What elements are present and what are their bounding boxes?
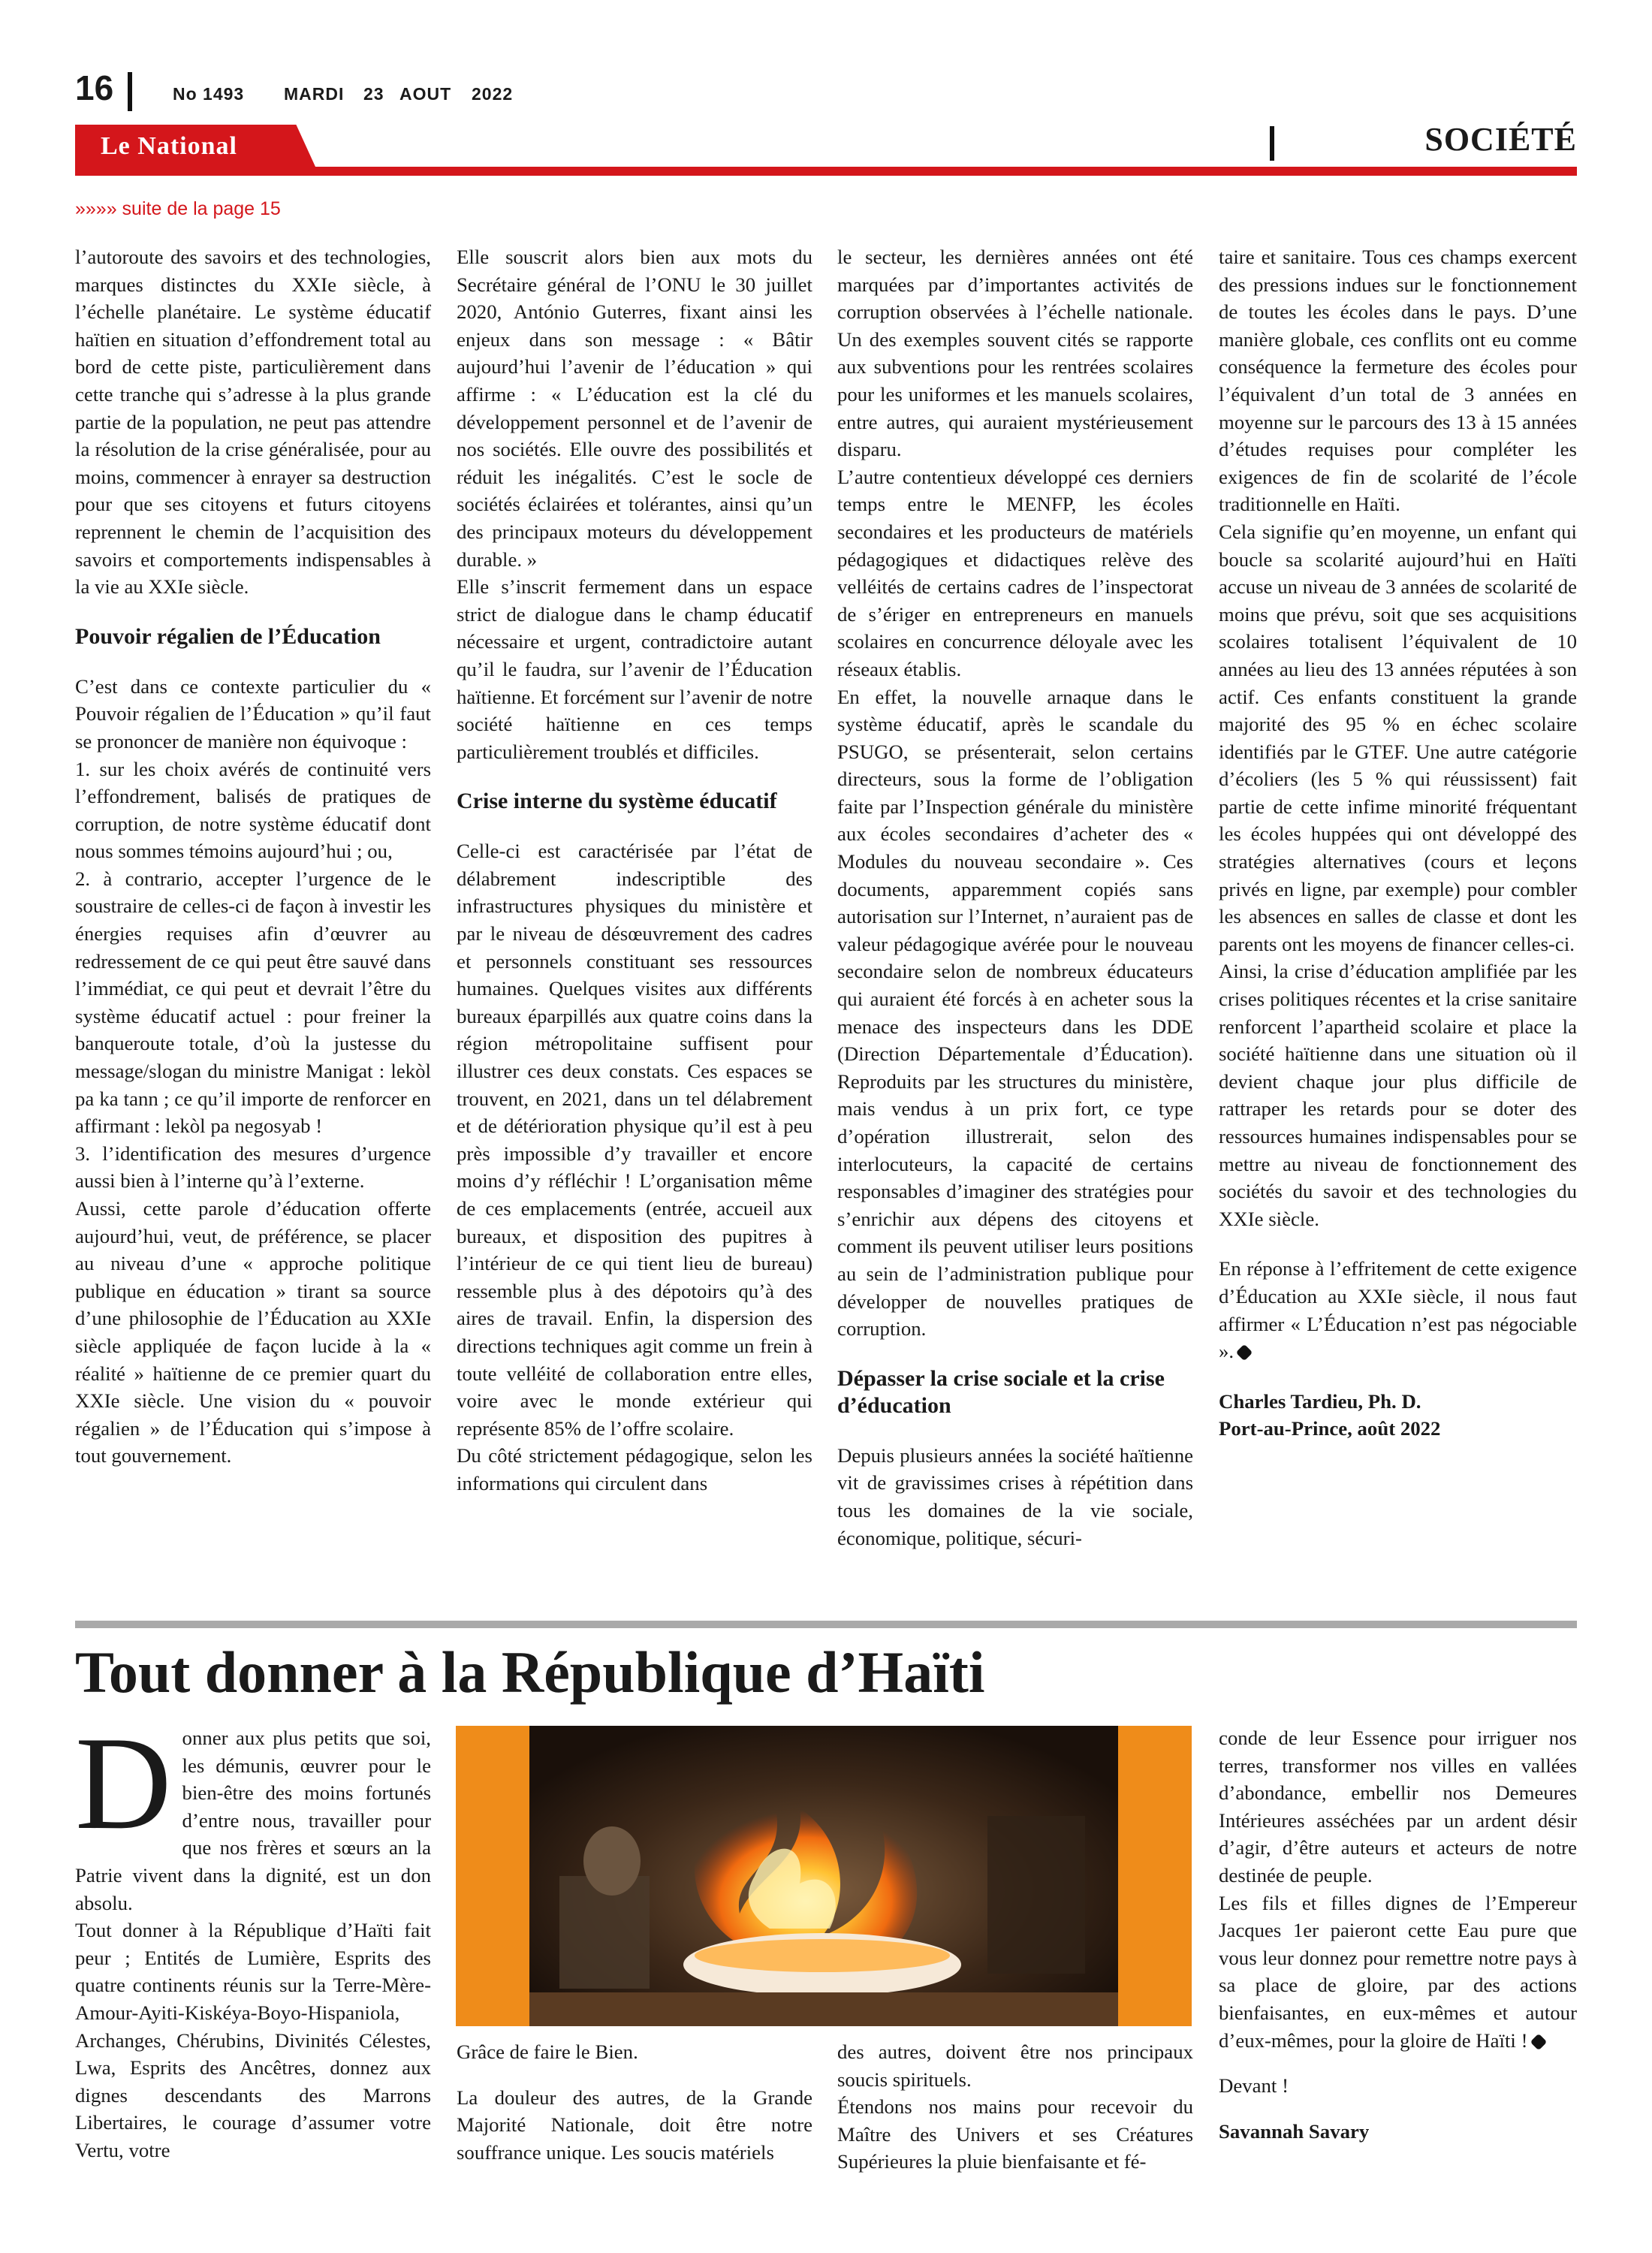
issue-month: AOUT: [399, 84, 452, 104]
closing-exclamation: Devant !: [1219, 2074, 1289, 2098]
paragraph: Du côté strictement pédagogique, selon les informations qui circulent dans: [457, 1444, 812, 1494]
paragraph: Cela signifie qu’en moyenne, un enfant qui boucle sa scolarité aujourd’hui en Haïti accuse un niveau de 3 années de scolarité de moins que prévu, soit que ses acquisitions scolaires totalisent l’équivalent de 10 années au lieu des 13 années réputées à son actif. Ces enfants constituent la grande majorité des 95 % en échec scolaire identifiés par le GTEF. Une autre catégorie d’écoliers (les 5 % qui réussissent) fait partie de cette infime minorité fréquentant les écoles huppées qui ont développé des stratégies alternatives (cours et leçons privés en ligne, par exemple) pour combler les absences en salles de classe et dont les parents ont les moyens de financer celles-ci.: [1219, 520, 1577, 955]
article-headline: Tout donner à la République d’Haïti: [75, 1639, 985, 1705]
paragraph-text: Les fils et filles dignes de l’Empereur Jacques 1er paieront cette Eau pure que vous leur donnez pour remettre notre pays à sa place de gloire, par des actions bienfaisantes, en eux-mêmes et autour d’eux-mêmes, pour la gloire de Haïti !: [1219, 1891, 1577, 2052]
paragraph: La douleur des autres, de la Grande Majorité Nationale, doit être notre souffrance unique. Les soucis matériels: [457, 2086, 812, 2164]
paragraph: Elle s’inscrit fermement dans un espace strict de dialogue dans le champ éducatif nécessaire et urgent, contradictoire autant qu’il le faudra, sur l’avenir de l’Éducation haïtienne. Et forcément sur l’avenir de notre société haïtienne en ces temps particulièrement troublés et difficiles.: [457, 575, 812, 763]
article-separator: [75, 1621, 1577, 1628]
drop-cap: D: [75, 1709, 172, 1857]
paragraph: L’autre contentieux développé ces derniers temps entre le MENFP, les écoles secondaires et les producteurs de matériels pédagogiques et didactiques relève des velléités de certains cadres de l’inspectorat de s’ériger en entrepreneurs en manuels scolaires en concurrence déloyale avec les réseaux établis.: [837, 465, 1193, 680]
article2-column-2: [457, 2038, 812, 2166]
issue-year: 2022: [472, 84, 514, 104]
paragraph: Depuis plusieurs années la société haïtienne vit de gravissimes crises à répétition dans tous les domaines de la vie sociale, économique, politique, sécuri-: [837, 1443, 1193, 1549]
article1-column-3: [837, 243, 1193, 1552]
end-mark-icon: [1530, 2033, 1547, 2050]
end-mark-icon: [1236, 1344, 1253, 1362]
author-place-date: Port-au-Prince, août 2022: [1219, 1417, 1441, 1440]
section-divider: [1270, 126, 1274, 161]
continued-from[interactable]: »»»» suite de la page 15: [75, 198, 281, 219]
paragraph: En effet, la nouvelle arnaque dans le système éducatif, après le scandale du PSUGO, se présenterait, selon certains directeurs, sous la forme de l’obligation faite par l’Inspection générale du ministère aux écoles secondaires d’acheter des « Modules du nouveau secondaire ». Ces documents, apparemment copiés sans autorisation sur l’Internet, n’auraient pas de valeur pédagogique avérée pour le nouveau secondaire selon de nombreux éducateurs qui auraient été forcés à en acheter sous la menace des inspecteurs dans les DDE (Direction Départementale d’Éducation). Reproduits par les structures du ministère, mais vendus à un prix fort, ce type d’opération illustrerait, selon des interlocuteurs, la capacité de certains responsables d’imaginer des stratégies pour s’enrichir aux dépens des citoyens et comment ils peuvent utiliser leurs positions au sein de l’administration publique pour développer de nouvelles pratiques de corruption.: [837, 685, 1193, 1341]
paragraph: Celle-ci est caractérisée par l’état de délabrement indescriptible des infrastructures physiques du ministère et par le niveau de désœuvrement des cadres et personnels constituant ses ressources humaines. Quelques visites aux différents bureaux éparpillés aux quatre coins dans la région métropolitaine suffisent pour illustrer ces deux constats. Ces espaces se trouvent, en 2021, dans un tel délabrement et de détérioration physique qu’il est à peu près impossible d’y travailler et encore moins d’y réfléchir ! L’organisation même de ces emplacements (entrée, accueil aux bureaux, et disposition des pupitres à l’intérieur de ce qui tient lieu de bureau) ressemble plus à des dépotoirs qu’à des aires de travail. Enfin, la dispersion des directions techniques agit comme un frein à toute velléité de collaboration entre elles, voire avec le monde extérieur qui représente 85% de l’offre scolaire.: [457, 840, 812, 1440]
paragraph: Tout donner à la République d’Haïti fait peur ; Entités de Lumière, Esprits des quatre continents réunis sur la Terre-Mère-Amour-Ayiti-Kiskéya-Boyo-Hispaniola, Archanges, Chérubins, Divinités Célestes, Lwa, Esprits des Ancêtres, donnez aux dignes descendants des Marrons Libertaires, le courage d’assumer votre Vertu, votre: [75, 1919, 431, 2161]
article2-column-4: [1219, 1724, 1577, 2145]
article2-column-1: [75, 1709, 431, 2164]
subheading: Pouvoir régalien de l’Éducation: [75, 623, 381, 649]
paragraph: Ainsi, la crise d’éducation amplifiée par les crises politiques récentes et la crise sanitaire renforcent l’apartheid scolaire et place la société haïtienne dans une situation où il devient chaque jour plus difficile de rattraper les retards pour se doter des ressources humaines indispensables pour se mettre au niveau de fonctionnement des sociétés du savoir et des technologies du XXIe siècle.: [1219, 960, 1577, 1230]
paragraph: Grâce de faire le Bien.: [457, 2040, 638, 2063]
paragraph: 1. sur les choix avérés de continuité vers l’effondrement, balisés de pratiques de corruption, de notre système éducatif dont nous sommes témoins aujourd’hui ; ou,: [75, 757, 431, 863]
author-name: Savannah Savary: [1219, 2119, 1370, 2143]
page-number: 16: [75, 68, 114, 107]
paragraph: conde de leur Essence pour irriguer nos terres, transformer nos villes en vallées d’abondance, embellir nos Demeures Intérieures asséchées par un ardent désir d’agir, d’être auteurs et acteurs de notre destinée de peuple.: [1219, 1727, 1577, 1887]
issue-date: 23: [363, 84, 384, 104]
paragraph: Elle souscrit alors bien aux mots du Secrétaire général de l’ONU le 30 juillet 2020, António Guterres, fixant ainsi les enjeux dans son message : « Bâtir aujourd’hui l’avenir de l’éducation » qui affirme : « L’éducation est la clé du développement personnel et de l’avenir de nos sociétés. Elle ouvre des possibilités et réduit les inégalités. C’est le socle de sociétés éclairées et tolérantes, ainsi qu’un des principaux moteurs du développement durable. »: [457, 246, 812, 571]
photo-image: [529, 1726, 1118, 2026]
article2-column-3: [837, 2038, 1193, 2176]
article1-column-2: [457, 243, 812, 1497]
paragraph: taire et sanitaire. Tous ces champs exercent des pressions indues sur le fonctionnement de toutes les écoles dans le pays. D’une manière globale, ces conflits ont eu comme conséquence la fermeture des écoles pour l’équivalent d’un total de 3 années en moyenne sur le parcours des 13 à 15 années d’études requises pour compléter les exigences de fin de scolarité de l’école traditionnelle en Haïti.: [1219, 246, 1577, 516]
header-red-rule: [75, 167, 1577, 176]
subheading: Dépasser la crise sociale et la crise d’éducation: [837, 1365, 1165, 1418]
closing-text: En réponse à l’effritement de cette exigence d’Éducation au XXIe siècle, il nous faut affirmer « L’Éducation n’est pas négociable ».: [1219, 1257, 1577, 1363]
issue-day: MARDI: [284, 84, 345, 104]
issue-number: No 1493: [173, 84, 245, 104]
paragraph: Aussi, cette parole d’éducation offerte aujourd’hui, veut, de préférence, se placer au niveau d’une « approche politique publique en éducation » tirant sa source d’une philosophie de l’Éducation au XXIe siècle appliquée de façon lucide à la « réalité » haïtienne de ce premier quart du XXIe siècle. Une vision du « pouvoir régalien » de l’Éducation qui s’impose à tout gouvernement.: [75, 1197, 431, 1467]
article1-column-4: [1219, 243, 1577, 1443]
paragraph: le secteur, les dernières années ont été marquées par d’importantes activités de corruption observées à l’échelle nationale. Un des exemples souvent cités se rapporte aux subventions pour les rentrées scolaires pour les uniformes et les manuels scolaires, entre autres, qui auraient mystérieusement disparu.: [837, 246, 1193, 461]
paragraph: 2. à contrario, accepter l’urgence de le soustraire de celles-ci de façon à investir les énergies requises afin d’œuvrer au redressement de ce qui peut être sauvé dans l’immédiat, ce qui peut et devrait l’être du système éducatif actuel : pour freiner la banqueroute totale, d’où la justesse du message/slogan du ministre Manigat : lekòl pa ka tann ; ce qu’il importe de renforcer en affirmant : lekòl pa negosyab !: [75, 867, 431, 1138]
article1-column-1: [75, 243, 431, 1470]
paragraph: des autres, doivent être nos principaux soucis spirituels.: [837, 2040, 1193, 2091]
masthead-logo: Le National: [101, 132, 237, 160]
page-number-divider: [128, 72, 132, 111]
paragraph: l’autoroute des savoirs et des technologies, marques distinctes du XXIe siècle, à l’échelle planétaire. Le système éducatif haïtien en situation d’effondrement total au bord de cette piste, particulièrement dans cette tranche qui s’adresse à la plus grande partie de la population, ne peut pas attendre la résolution de la crise généralisée, pour au moins, commencer à enrayer sa destruction pour que ses citoyens et futurs citoyens reprennent le chemin de l’acquisition des savoirs et comportements indispensables à la vie au XXIe siècle.: [75, 246, 431, 599]
paragraph: [75, 1709, 431, 1917]
section-title: SOCIÉTÉ: [1424, 121, 1577, 158]
paragraph-text: onner aux plus petits que soi, les démunis, œuvrer pour le bien-être des moins fortunés d’entre nous, travailler pour que nos frères et sœurs an la Patrie vivent dans la dignité, est un don absolu.: [75, 1727, 431, 1914]
author-name: Charles Tardieu, Ph. D.: [1219, 1389, 1421, 1413]
fire-bowl-photo: [456, 1726, 1192, 2026]
subheading: Crise interne du système éducatif: [457, 789, 777, 814]
paragraph: 3. l’identification des mesures d’urgence aussi bien à l’interne qu’à l’externe.: [75, 1142, 431, 1193]
paragraph: C’est dans ce contexte particulier du « Pouvoir régalien de l’Éducation » qu’il faut se prononcer de manière non équivoque :: [75, 674, 431, 753]
paragraph: [1219, 1255, 1577, 1365]
paragraph: Étendons nos mains pour recevoir du Maître des Univers et ses Créatures Supérieures la pluie bienfaisante et fé-: [837, 2095, 1193, 2173]
paragraph: [1219, 1890, 1577, 2055]
